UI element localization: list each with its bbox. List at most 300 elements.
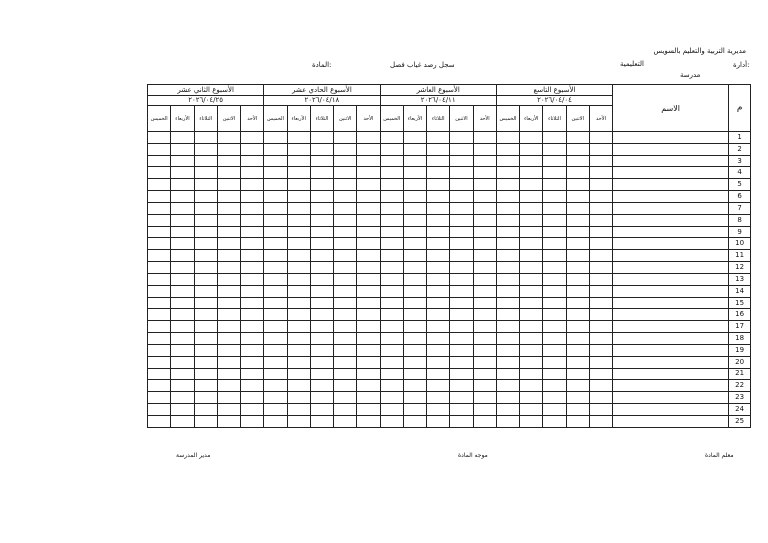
attendance-cell[interactable] (427, 273, 450, 285)
attendance-cell[interactable] (589, 356, 612, 368)
attendance-cell[interactable] (473, 380, 496, 392)
attendance-cell[interactable] (403, 273, 426, 285)
attendance-cell[interactable] (148, 262, 171, 274)
attendance-cell[interactable] (520, 191, 543, 203)
attendance-cell[interactable] (287, 333, 310, 345)
attendance-cell[interactable] (241, 238, 264, 250)
attendance-cell[interactable] (241, 273, 264, 285)
attendance-cell[interactable] (473, 179, 496, 191)
attendance-cell[interactable] (566, 356, 589, 368)
attendance-cell[interactable] (403, 238, 426, 250)
attendance-cell[interactable] (450, 321, 473, 333)
attendance-cell[interactable] (543, 155, 566, 167)
attendance-cell[interactable] (520, 167, 543, 179)
attendance-cell[interactable] (148, 344, 171, 356)
attendance-cell[interactable] (543, 132, 566, 144)
attendance-cell[interactable] (380, 238, 403, 250)
attendance-cell[interactable] (589, 285, 612, 297)
attendance-cell[interactable] (543, 238, 566, 250)
attendance-cell[interactable] (334, 143, 357, 155)
attendance-cell[interactable] (566, 226, 589, 238)
attendance-cell[interactable] (589, 273, 612, 285)
attendance-cell[interactable] (194, 309, 217, 321)
attendance-cell[interactable] (217, 226, 240, 238)
attendance-cell[interactable] (566, 273, 589, 285)
attendance-cell[interactable] (566, 344, 589, 356)
attendance-cell[interactable] (543, 273, 566, 285)
attendance-cell[interactable] (287, 250, 310, 262)
student-name-cell[interactable] (613, 333, 729, 345)
attendance-cell[interactable] (171, 143, 194, 155)
attendance-cell[interactable] (357, 415, 380, 427)
attendance-cell[interactable] (473, 415, 496, 427)
attendance-cell[interactable] (148, 238, 171, 250)
attendance-cell[interactable] (241, 392, 264, 404)
attendance-cell[interactable] (334, 214, 357, 226)
attendance-cell[interactable] (334, 250, 357, 262)
attendance-cell[interactable] (148, 226, 171, 238)
attendance-cell[interactable] (334, 273, 357, 285)
attendance-cell[interactable] (334, 404, 357, 416)
attendance-cell[interactable] (310, 392, 333, 404)
student-name-cell[interactable] (613, 368, 729, 380)
attendance-cell[interactable] (473, 143, 496, 155)
attendance-cell[interactable] (148, 273, 171, 285)
attendance-cell[interactable] (520, 333, 543, 345)
attendance-cell[interactable] (171, 368, 194, 380)
attendance-cell[interactable] (171, 226, 194, 238)
attendance-cell[interactable] (566, 214, 589, 226)
attendance-cell[interactable] (171, 321, 194, 333)
attendance-cell[interactable] (403, 333, 426, 345)
attendance-cell[interactable] (496, 226, 519, 238)
attendance-cell[interactable] (357, 191, 380, 203)
attendance-cell[interactable] (473, 226, 496, 238)
attendance-cell[interactable] (194, 297, 217, 309)
attendance-cell[interactable] (241, 262, 264, 274)
attendance-cell[interactable] (543, 226, 566, 238)
attendance-cell[interactable] (380, 132, 403, 144)
attendance-cell[interactable] (450, 143, 473, 155)
attendance-cell[interactable] (427, 143, 450, 155)
attendance-cell[interactable] (287, 297, 310, 309)
attendance-cell[interactable] (520, 143, 543, 155)
attendance-cell[interactable] (148, 179, 171, 191)
attendance-cell[interactable] (473, 202, 496, 214)
attendance-cell[interactable] (287, 143, 310, 155)
attendance-cell[interactable] (217, 392, 240, 404)
attendance-cell[interactable] (427, 392, 450, 404)
attendance-cell[interactable] (520, 356, 543, 368)
attendance-cell[interactable] (171, 214, 194, 226)
attendance-cell[interactable] (171, 333, 194, 345)
student-name-cell[interactable] (613, 143, 729, 155)
attendance-cell[interactable] (380, 415, 403, 427)
attendance-cell[interactable] (403, 132, 426, 144)
attendance-cell[interactable] (194, 238, 217, 250)
attendance-cell[interactable] (357, 392, 380, 404)
attendance-cell[interactable] (450, 132, 473, 144)
attendance-cell[interactable] (496, 132, 519, 144)
attendance-cell[interactable] (194, 143, 217, 155)
attendance-cell[interactable] (520, 273, 543, 285)
attendance-cell[interactable] (520, 285, 543, 297)
attendance-cell[interactable] (310, 273, 333, 285)
attendance-cell[interactable] (310, 380, 333, 392)
attendance-cell[interactable] (496, 380, 519, 392)
attendance-cell[interactable] (473, 155, 496, 167)
attendance-cell[interactable] (264, 273, 287, 285)
attendance-cell[interactable] (473, 214, 496, 226)
attendance-cell[interactable] (241, 214, 264, 226)
attendance-cell[interactable] (148, 202, 171, 214)
attendance-cell[interactable] (334, 392, 357, 404)
attendance-cell[interactable] (287, 368, 310, 380)
attendance-cell[interactable] (148, 356, 171, 368)
attendance-cell[interactable] (403, 368, 426, 380)
attendance-cell[interactable] (310, 238, 333, 250)
attendance-cell[interactable] (171, 285, 194, 297)
student-name-cell[interactable] (613, 356, 729, 368)
attendance-cell[interactable] (566, 309, 589, 321)
attendance-cell[interactable] (194, 179, 217, 191)
attendance-cell[interactable] (264, 238, 287, 250)
student-name-cell[interactable] (613, 191, 729, 203)
attendance-cell[interactable] (241, 380, 264, 392)
attendance-cell[interactable] (450, 273, 473, 285)
attendance-cell[interactable] (566, 250, 589, 262)
attendance-cell[interactable] (380, 250, 403, 262)
attendance-cell[interactable] (450, 404, 473, 416)
attendance-cell[interactable] (310, 191, 333, 203)
attendance-cell[interactable] (357, 155, 380, 167)
attendance-cell[interactable] (241, 321, 264, 333)
attendance-cell[interactable] (171, 344, 194, 356)
attendance-cell[interactable] (287, 392, 310, 404)
student-name-cell[interactable] (613, 226, 729, 238)
attendance-cell[interactable] (589, 333, 612, 345)
attendance-cell[interactable] (171, 392, 194, 404)
attendance-cell[interactable] (310, 262, 333, 274)
attendance-cell[interactable] (241, 309, 264, 321)
student-name-cell[interactable] (613, 250, 729, 262)
attendance-cell[interactable] (473, 285, 496, 297)
attendance-cell[interactable] (357, 273, 380, 285)
attendance-cell[interactable] (217, 380, 240, 392)
attendance-cell[interactable] (403, 226, 426, 238)
attendance-cell[interactable] (264, 380, 287, 392)
attendance-cell[interactable] (520, 155, 543, 167)
attendance-cell[interactable] (264, 392, 287, 404)
attendance-cell[interactable] (473, 297, 496, 309)
attendance-cell[interactable] (194, 226, 217, 238)
attendance-cell[interactable] (217, 202, 240, 214)
attendance-cell[interactable] (427, 250, 450, 262)
student-name-cell[interactable] (613, 262, 729, 274)
attendance-cell[interactable] (589, 214, 612, 226)
attendance-cell[interactable] (589, 179, 612, 191)
attendance-cell[interactable] (380, 380, 403, 392)
student-name-cell[interactable] (613, 297, 729, 309)
attendance-cell[interactable] (589, 309, 612, 321)
attendance-cell[interactable] (334, 238, 357, 250)
attendance-cell[interactable] (450, 392, 473, 404)
attendance-cell[interactable] (334, 226, 357, 238)
attendance-cell[interactable] (520, 392, 543, 404)
attendance-cell[interactable] (380, 143, 403, 155)
attendance-cell[interactable] (543, 250, 566, 262)
attendance-cell[interactable] (241, 143, 264, 155)
attendance-cell[interactable] (264, 404, 287, 416)
attendance-cell[interactable] (264, 356, 287, 368)
attendance-cell[interactable] (403, 143, 426, 155)
attendance-cell[interactable] (427, 191, 450, 203)
attendance-cell[interactable] (194, 285, 217, 297)
attendance-cell[interactable] (403, 344, 426, 356)
student-name-cell[interactable] (613, 155, 729, 167)
attendance-cell[interactable] (357, 356, 380, 368)
attendance-cell[interactable] (566, 333, 589, 345)
attendance-cell[interactable] (287, 344, 310, 356)
attendance-cell[interactable] (357, 333, 380, 345)
attendance-cell[interactable] (589, 143, 612, 155)
attendance-cell[interactable] (543, 344, 566, 356)
attendance-cell[interactable] (310, 285, 333, 297)
attendance-cell[interactable] (403, 309, 426, 321)
attendance-cell[interactable] (450, 167, 473, 179)
attendance-cell[interactable] (194, 214, 217, 226)
attendance-cell[interactable] (380, 404, 403, 416)
attendance-cell[interactable] (566, 143, 589, 155)
attendance-cell[interactable] (380, 214, 403, 226)
attendance-cell[interactable] (496, 333, 519, 345)
attendance-cell[interactable] (496, 368, 519, 380)
attendance-cell[interactable] (310, 297, 333, 309)
student-name-cell[interactable] (613, 132, 729, 144)
attendance-cell[interactable] (543, 179, 566, 191)
attendance-cell[interactable] (194, 356, 217, 368)
attendance-cell[interactable] (357, 368, 380, 380)
attendance-cell[interactable] (264, 179, 287, 191)
attendance-cell[interactable] (496, 344, 519, 356)
student-name-cell[interactable] (613, 380, 729, 392)
attendance-cell[interactable] (171, 380, 194, 392)
attendance-cell[interactable] (427, 226, 450, 238)
attendance-cell[interactable] (194, 202, 217, 214)
attendance-cell[interactable] (217, 285, 240, 297)
attendance-cell[interactable] (403, 214, 426, 226)
attendance-cell[interactable] (427, 415, 450, 427)
attendance-cell[interactable] (334, 321, 357, 333)
attendance-cell[interactable] (194, 273, 217, 285)
attendance-cell[interactable] (380, 356, 403, 368)
attendance-cell[interactable] (217, 297, 240, 309)
attendance-cell[interactable] (566, 179, 589, 191)
attendance-cell[interactable] (241, 250, 264, 262)
attendance-cell[interactable] (450, 333, 473, 345)
attendance-cell[interactable] (194, 333, 217, 345)
student-name-cell[interactable] (613, 285, 729, 297)
attendance-cell[interactable] (148, 167, 171, 179)
attendance-cell[interactable] (450, 368, 473, 380)
attendance-cell[interactable] (473, 262, 496, 274)
attendance-cell[interactable] (357, 214, 380, 226)
attendance-cell[interactable] (241, 356, 264, 368)
attendance-cell[interactable] (264, 167, 287, 179)
attendance-cell[interactable] (357, 250, 380, 262)
attendance-cell[interactable] (217, 214, 240, 226)
attendance-cell[interactable] (520, 202, 543, 214)
attendance-cell[interactable] (496, 321, 519, 333)
attendance-cell[interactable] (520, 344, 543, 356)
student-name-cell[interactable] (613, 344, 729, 356)
attendance-cell[interactable] (473, 368, 496, 380)
attendance-cell[interactable] (148, 392, 171, 404)
attendance-cell[interactable] (148, 155, 171, 167)
attendance-cell[interactable] (589, 132, 612, 144)
attendance-cell[interactable] (473, 392, 496, 404)
attendance-cell[interactable] (357, 285, 380, 297)
attendance-cell[interactable] (357, 238, 380, 250)
attendance-cell[interactable] (217, 309, 240, 321)
attendance-cell[interactable] (589, 297, 612, 309)
attendance-cell[interactable] (566, 191, 589, 203)
attendance-cell[interactable] (427, 380, 450, 392)
attendance-cell[interactable] (171, 404, 194, 416)
attendance-cell[interactable] (334, 179, 357, 191)
attendance-cell[interactable] (450, 262, 473, 274)
attendance-cell[interactable] (496, 309, 519, 321)
attendance-cell[interactable] (334, 356, 357, 368)
attendance-cell[interactable] (217, 155, 240, 167)
attendance-cell[interactable] (148, 321, 171, 333)
attendance-cell[interactable] (427, 167, 450, 179)
attendance-cell[interactable] (241, 344, 264, 356)
attendance-cell[interactable] (520, 250, 543, 262)
attendance-cell[interactable] (287, 202, 310, 214)
attendance-cell[interactable] (520, 415, 543, 427)
attendance-cell[interactable] (171, 356, 194, 368)
attendance-cell[interactable] (310, 356, 333, 368)
attendance-cell[interactable] (496, 143, 519, 155)
attendance-cell[interactable] (403, 404, 426, 416)
attendance-cell[interactable] (450, 285, 473, 297)
attendance-cell[interactable] (543, 309, 566, 321)
attendance-cell[interactable] (264, 321, 287, 333)
attendance-cell[interactable] (496, 297, 519, 309)
attendance-cell[interactable] (473, 321, 496, 333)
student-name-cell[interactable] (613, 404, 729, 416)
attendance-cell[interactable] (171, 415, 194, 427)
attendance-cell[interactable] (496, 238, 519, 250)
attendance-cell[interactable] (427, 356, 450, 368)
attendance-cell[interactable] (450, 309, 473, 321)
attendance-cell[interactable] (450, 356, 473, 368)
attendance-cell[interactable] (357, 143, 380, 155)
attendance-cell[interactable] (403, 415, 426, 427)
attendance-cell[interactable] (566, 392, 589, 404)
attendance-cell[interactable] (496, 179, 519, 191)
attendance-cell[interactable] (264, 191, 287, 203)
attendance-cell[interactable] (380, 155, 403, 167)
attendance-cell[interactable] (450, 191, 473, 203)
attendance-cell[interactable] (543, 380, 566, 392)
attendance-cell[interactable] (334, 309, 357, 321)
attendance-cell[interactable] (473, 404, 496, 416)
attendance-cell[interactable] (357, 167, 380, 179)
attendance-cell[interactable] (380, 309, 403, 321)
attendance-cell[interactable] (427, 333, 450, 345)
attendance-cell[interactable] (241, 404, 264, 416)
attendance-cell[interactable] (566, 415, 589, 427)
attendance-cell[interactable] (496, 356, 519, 368)
attendance-cell[interactable] (403, 250, 426, 262)
attendance-cell[interactable] (520, 179, 543, 191)
attendance-cell[interactable] (171, 273, 194, 285)
attendance-cell[interactable] (450, 250, 473, 262)
attendance-cell[interactable] (589, 380, 612, 392)
attendance-cell[interactable] (334, 132, 357, 144)
attendance-cell[interactable] (241, 155, 264, 167)
attendance-cell[interactable] (543, 333, 566, 345)
attendance-cell[interactable] (403, 179, 426, 191)
attendance-cell[interactable] (217, 273, 240, 285)
attendance-cell[interactable] (171, 167, 194, 179)
attendance-cell[interactable] (171, 179, 194, 191)
attendance-cell[interactable] (334, 333, 357, 345)
attendance-cell[interactable] (334, 167, 357, 179)
attendance-cell[interactable] (496, 191, 519, 203)
attendance-cell[interactable] (543, 415, 566, 427)
attendance-cell[interactable] (473, 238, 496, 250)
attendance-cell[interactable] (310, 309, 333, 321)
attendance-cell[interactable] (334, 380, 357, 392)
attendance-cell[interactable] (287, 155, 310, 167)
attendance-cell[interactable] (543, 202, 566, 214)
attendance-cell[interactable] (380, 333, 403, 345)
attendance-cell[interactable] (496, 262, 519, 274)
attendance-cell[interactable] (217, 333, 240, 345)
attendance-cell[interactable] (264, 132, 287, 144)
attendance-cell[interactable] (217, 356, 240, 368)
attendance-cell[interactable] (520, 380, 543, 392)
attendance-cell[interactable] (403, 167, 426, 179)
attendance-cell[interactable] (543, 191, 566, 203)
attendance-cell[interactable] (148, 285, 171, 297)
attendance-cell[interactable] (427, 309, 450, 321)
attendance-cell[interactable] (403, 191, 426, 203)
attendance-cell[interactable] (264, 285, 287, 297)
attendance-cell[interactable] (543, 214, 566, 226)
attendance-cell[interactable] (310, 415, 333, 427)
attendance-cell[interactable] (217, 262, 240, 274)
attendance-cell[interactable] (403, 285, 426, 297)
attendance-cell[interactable] (287, 214, 310, 226)
student-name-cell[interactable] (613, 309, 729, 321)
attendance-cell[interactable] (543, 285, 566, 297)
attendance-cell[interactable] (403, 262, 426, 274)
attendance-cell[interactable] (520, 226, 543, 238)
attendance-cell[interactable] (566, 155, 589, 167)
attendance-cell[interactable] (217, 415, 240, 427)
attendance-cell[interactable] (287, 226, 310, 238)
attendance-cell[interactable] (566, 285, 589, 297)
attendance-cell[interactable] (241, 285, 264, 297)
attendance-cell[interactable] (264, 250, 287, 262)
attendance-cell[interactable] (450, 202, 473, 214)
attendance-cell[interactable] (264, 155, 287, 167)
attendance-cell[interactable] (473, 191, 496, 203)
